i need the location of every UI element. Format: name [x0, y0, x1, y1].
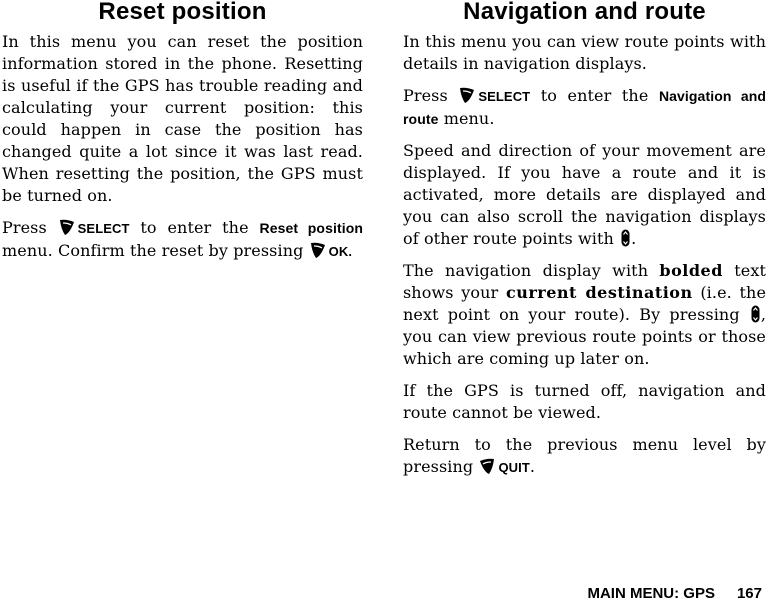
enter-text: to enter the — [140, 218, 249, 237]
current-destination-text: current destination — [505, 283, 693, 302]
reset-position-menu-name: Reset position — [259, 220, 364, 236]
section-label: MAIN MENU: GPS — [587, 585, 715, 602]
bolded-text: bolded — [659, 261, 723, 280]
navigation-route-intro: In this menu you can view route points with details in navigation displays. — [403, 32, 766, 73]
period: . — [529, 457, 536, 476]
ok-key-label: OK. — [328, 244, 353, 259]
speed-direction-paragraph — [403, 140, 766, 250]
navigation-route-menu-name: Navigation and route — [403, 88, 767, 127]
quit-key-label: QUIT — [498, 460, 530, 475]
reset-position-title: Reset position — [98, 0, 267, 25]
reset-position-instructions — [2, 217, 363, 263]
return-text: Return to the previous menu level by pressing — [403, 435, 766, 476]
current-destination-paragraph — [403, 260, 766, 370]
next-point-text: (i.e. the next point on your route). By pressing — [403, 283, 767, 324]
menu-text: menu. — [443, 109, 495, 128]
gps-off-paragraph: If the GPS is turned off, navigation and route cannot be viewed. — [403, 381, 766, 422]
press-text: Press — [2, 218, 47, 237]
scroll-key-icon — [751, 305, 760, 323]
page-number: 167 — [736, 585, 762, 602]
left-softkey-icon — [459, 86, 475, 104]
right-softkey-icon — [479, 457, 495, 475]
right-column — [403, 0, 766, 489]
period: . — [631, 229, 637, 248]
left-softkey-icon — [310, 241, 326, 259]
scroll-key-icon — [621, 229, 630, 247]
select-key-label: SELECT — [478, 89, 531, 104]
page-footer — [520, 585, 762, 603]
shows-your-text: text shows your — [403, 261, 766, 302]
navigation-route-title: Navigation and route — [463, 0, 706, 25]
reset-position-description: In this menu you can reset the position information stored in the phone. Resetting is useful if the GPS has trouble reading and calculating your current position: this could happen in case the position has changed quite a lot since it was last read. When resetting the position, the GPS must be turned on. — [2, 32, 363, 205]
press-text: Press — [403, 86, 448, 105]
left-softkey-icon — [59, 218, 75, 236]
speed-direction-text: Speed and direction of your movement are displayed. If you have a route and it is activated, more details are displayed and you can also scroll the navigation displays of other route points with — [403, 141, 766, 248]
return-paragraph — [403, 434, 766, 479]
left-column — [2, 0, 363, 273]
enter-text: to enter the — [540, 86, 649, 105]
navigation-route-instructions — [403, 85, 766, 130]
confirm-text: menu. Confirm the reset by pressing — [2, 241, 304, 260]
previous-route-points-text: , you can view previous route points or those which are coming up later on. — [403, 305, 767, 368]
select-key-label: SELECT — [77, 221, 130, 236]
navigation-display-text: The navigation display with — [403, 261, 649, 280]
